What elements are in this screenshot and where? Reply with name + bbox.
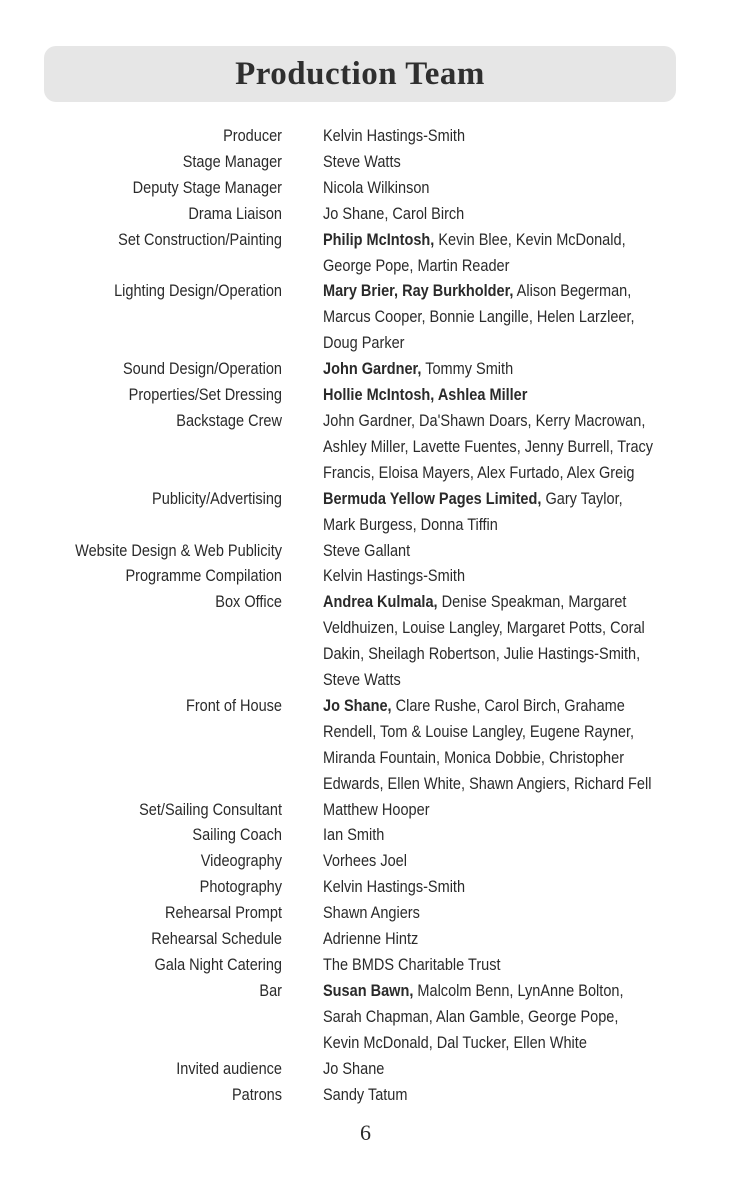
credit-names <box>323 150 723 176</box>
credit-name-text: Rendell, Tom & Louise Langley, Eugene Rayner, <box>323 722 635 741</box>
credit-row <box>0 798 731 824</box>
credit-names-line <box>323 487 710 513</box>
credit-role: Videography <box>200 852 282 871</box>
credit-names <box>323 979 723 1057</box>
credit-name-text: Tommy Smith <box>421 360 514 379</box>
credit-name-text: Ashley Miller, Lavette Fuentes, Jenny Burrell, Tracy <box>323 437 654 456</box>
credit-names <box>323 694 723 798</box>
credit-name-lead: John Gardner, <box>323 360 422 379</box>
credit-names-line <box>323 1057 710 1083</box>
credit-names <box>323 564 723 590</box>
credit-names-line <box>323 254 710 280</box>
credit-name-text: Sandy Tatum <box>323 1085 408 1104</box>
credit-name-text: Ian Smith <box>323 826 385 845</box>
credit-role: Programme Compilation <box>125 567 282 586</box>
credit-name-text: Miranda Fountain, Monica Dobbie, Christopher <box>323 748 625 767</box>
credit-names <box>323 590 723 694</box>
credit-name-text: Kelvin Hastings-Smith <box>323 567 466 586</box>
credit-name-text: Steve Watts <box>323 671 401 690</box>
credit-name-lead: Mary Brier, Ray Burkholder, <box>323 282 514 301</box>
credit-role: Box Office <box>215 593 282 612</box>
credit-names-line <box>323 435 710 461</box>
credit-names-line <box>323 564 710 590</box>
title-banner <box>44 46 676 102</box>
credit-name-text: Jo Shane, Carol Birch <box>323 204 465 223</box>
credit-names <box>323 409 723 487</box>
credit-role: Bar <box>259 981 282 1000</box>
credit-names <box>323 798 723 824</box>
credit-names <box>323 202 723 228</box>
credit-name-text: Alison Begerman, <box>513 282 632 301</box>
credit-row <box>0 124 731 150</box>
credit-row <box>0 202 731 228</box>
credit-names-line <box>323 228 710 254</box>
credit-name-lead: Jo Shane, <box>323 696 392 715</box>
credit-role: Stage Manager <box>182 152 282 171</box>
credit-role: Gala Night Catering <box>154 956 282 974</box>
credit-names-line <box>323 875 710 901</box>
credit-name-text: Clare Rushe, Carol Birch, Grahame <box>391 696 625 715</box>
credit-name-text: Adrienne Hintz <box>323 930 419 949</box>
credit-names-line <box>323 798 710 824</box>
credit-row <box>0 487 731 539</box>
credit-row <box>0 357 731 383</box>
credit-role: Invited audience <box>176 1059 282 1078</box>
credit-names <box>323 875 723 901</box>
credit-names-line <box>323 124 710 150</box>
credit-names-line <box>323 590 710 616</box>
credit-role: Rehearsal Schedule <box>151 930 282 949</box>
credit-role: Sound Design/Operation <box>122 360 282 379</box>
credit-names <box>323 823 723 849</box>
credit-name-text: Francis, Eloisa Mayers, Alex Furtado, Alex Greig <box>323 463 635 482</box>
credit-role: Rehearsal Prompt <box>164 904 282 923</box>
credit-role: Sailing Coach <box>192 826 282 845</box>
credit-row <box>0 279 731 357</box>
credit-name-text: Kelvin Hastings-Smith <box>323 878 466 897</box>
credit-row <box>0 694 731 798</box>
credit-names-line <box>323 1083 710 1109</box>
credit-name-lead: Philip McIntosh, <box>323 230 435 249</box>
credit-role: Set Construction/Painting <box>118 230 283 249</box>
credit-names <box>323 357 723 383</box>
credit-name-text: Nicola Wilkinson <box>323 178 430 197</box>
credit-names-line <box>323 279 710 305</box>
credit-role: Publicity/Advertising <box>152 489 282 508</box>
credit-names <box>323 953 723 979</box>
credit-names <box>323 176 723 202</box>
credit-name-text: Kevin Blee, Kevin McDonald, <box>434 230 626 249</box>
page-title: Production Team <box>235 55 485 92</box>
credit-names-line <box>323 357 710 383</box>
page-number: 6 <box>360 1120 371 1145</box>
credit-role: Deputy Stage Manager <box>132 178 282 197</box>
credit-role: Set/Sailing Consultant <box>139 800 282 819</box>
credit-names-line <box>323 383 710 409</box>
credit-names-line <box>323 901 710 927</box>
credit-names-line <box>323 694 710 720</box>
credit-name-text: George Pope, Martin Reader <box>323 256 510 275</box>
credit-name-text: Vorhees Joel <box>323 852 407 871</box>
credit-names-line <box>323 1005 710 1031</box>
credit-names <box>323 1057 723 1083</box>
credit-name-text: Edwards, Ellen White, Shawn Angiers, Richard Fell <box>323 774 652 793</box>
credit-name-text: The BMDS Charitable Trust <box>323 956 501 974</box>
credit-name-lead: Susan Bawn, <box>323 981 414 1000</box>
credit-names-line <box>323 720 710 746</box>
credit-name-text: Jo Shane <box>323 1059 385 1078</box>
credit-role: Producer <box>223 127 282 145</box>
credit-row <box>0 409 731 487</box>
credit-name-text: Malcolm Benn, LynAnne Bolton, <box>413 981 624 1000</box>
credit-names-line <box>323 927 710 953</box>
credit-names-line <box>323 539 710 565</box>
credit-names-line <box>323 176 710 202</box>
credit-row <box>0 590 731 694</box>
credit-name-text: Sarah Chapman, Alan Gamble, George Pope, <box>323 1007 619 1026</box>
credit-names-line <box>323 331 710 357</box>
credit-name-lead: Bermuda Yellow Pages Limited, <box>323 489 542 508</box>
credit-role: Website Design & Web Publicity <box>75 541 282 560</box>
credit-row <box>0 383 731 409</box>
credit-names-line <box>323 772 710 798</box>
credit-names-line <box>323 979 710 1005</box>
credit-name-text: Doug Parker <box>323 334 405 353</box>
credit-role: Lighting Design/Operation <box>114 282 282 301</box>
credit-row <box>0 849 731 875</box>
credit-row <box>0 176 731 202</box>
credit-role: Patrons <box>231 1085 282 1104</box>
credit-row <box>0 150 731 176</box>
credits-list <box>0 124 731 1108</box>
credit-name-text: John Gardner, Da'Shawn Doars, Kerry Macrowan, <box>323 411 646 430</box>
credit-names <box>323 228 723 280</box>
credit-row <box>0 953 731 979</box>
credit-names-line <box>323 616 710 642</box>
credit-names-line <box>323 642 710 668</box>
credit-names <box>323 279 723 357</box>
credit-name-text: Shawn Angiers <box>323 904 420 923</box>
credit-name-text: Mark Burgess, Donna Tiffin <box>323 515 498 534</box>
credit-names-line <box>323 668 710 694</box>
credit-names <box>323 849 723 875</box>
credit-name-text: Kelvin Hastings-Smith <box>323 127 466 145</box>
credit-names-line <box>323 150 710 176</box>
credit-role: Backstage Crew <box>176 411 282 430</box>
credit-row <box>0 979 731 1057</box>
credit-name-text: Steve Watts <box>323 152 401 171</box>
credit-row <box>0 875 731 901</box>
credit-names <box>323 487 723 539</box>
credit-name-lead: Andrea Kulmala, <box>323 593 438 612</box>
credit-name-lead: Hollie McIntosh, Ashlea Miller <box>323 386 528 405</box>
credit-name-text: Denise Speakman, Margaret <box>437 593 627 612</box>
credit-names-line <box>323 953 710 979</box>
credit-name-text: Dakin, Sheilagh Robertson, Julie Hastings-Smith, <box>323 645 641 664</box>
credit-role: Drama Liaison <box>188 204 282 223</box>
credit-names <box>323 927 723 953</box>
credit-role: Front of House <box>185 696 282 715</box>
credit-name-text: Marcus Cooper, Bonnie Langille, Helen Larzleer, <box>323 308 635 327</box>
credit-name-text: Veldhuizen, Louise Langley, Margaret Potts, Coral <box>323 619 645 638</box>
credit-name-text: Gary Taylor, <box>541 489 623 508</box>
credit-names-line <box>323 461 710 487</box>
credit-names-line <box>323 823 710 849</box>
credit-row <box>0 564 731 590</box>
credit-row <box>0 901 731 927</box>
credit-names <box>323 1083 723 1109</box>
credit-role: Photography <box>199 878 282 897</box>
credit-row <box>0 539 731 565</box>
credit-row <box>0 1057 731 1083</box>
credit-row <box>0 1083 731 1109</box>
credit-names-line <box>323 513 710 539</box>
credit-name-text: Kevin McDonald, Dal Tucker, Ellen White <box>323 1033 587 1052</box>
credit-row <box>0 228 731 280</box>
credit-names <box>323 901 723 927</box>
credit-row <box>0 927 731 953</box>
credit-names <box>323 383 723 409</box>
credit-names-line <box>323 409 710 435</box>
credit-name-text: Steve Gallant <box>323 541 411 560</box>
credit-names <box>323 124 723 150</box>
credit-names-line <box>323 202 710 228</box>
credit-name-text: Matthew Hooper <box>323 800 430 819</box>
credit-role: Properties/Set Dressing <box>128 386 282 405</box>
credit-names <box>323 539 723 565</box>
credit-names-line <box>323 746 710 772</box>
credit-row <box>0 823 731 849</box>
credit-names-line <box>323 849 710 875</box>
credit-names-line <box>323 1031 710 1057</box>
credit-names-line <box>323 305 710 331</box>
